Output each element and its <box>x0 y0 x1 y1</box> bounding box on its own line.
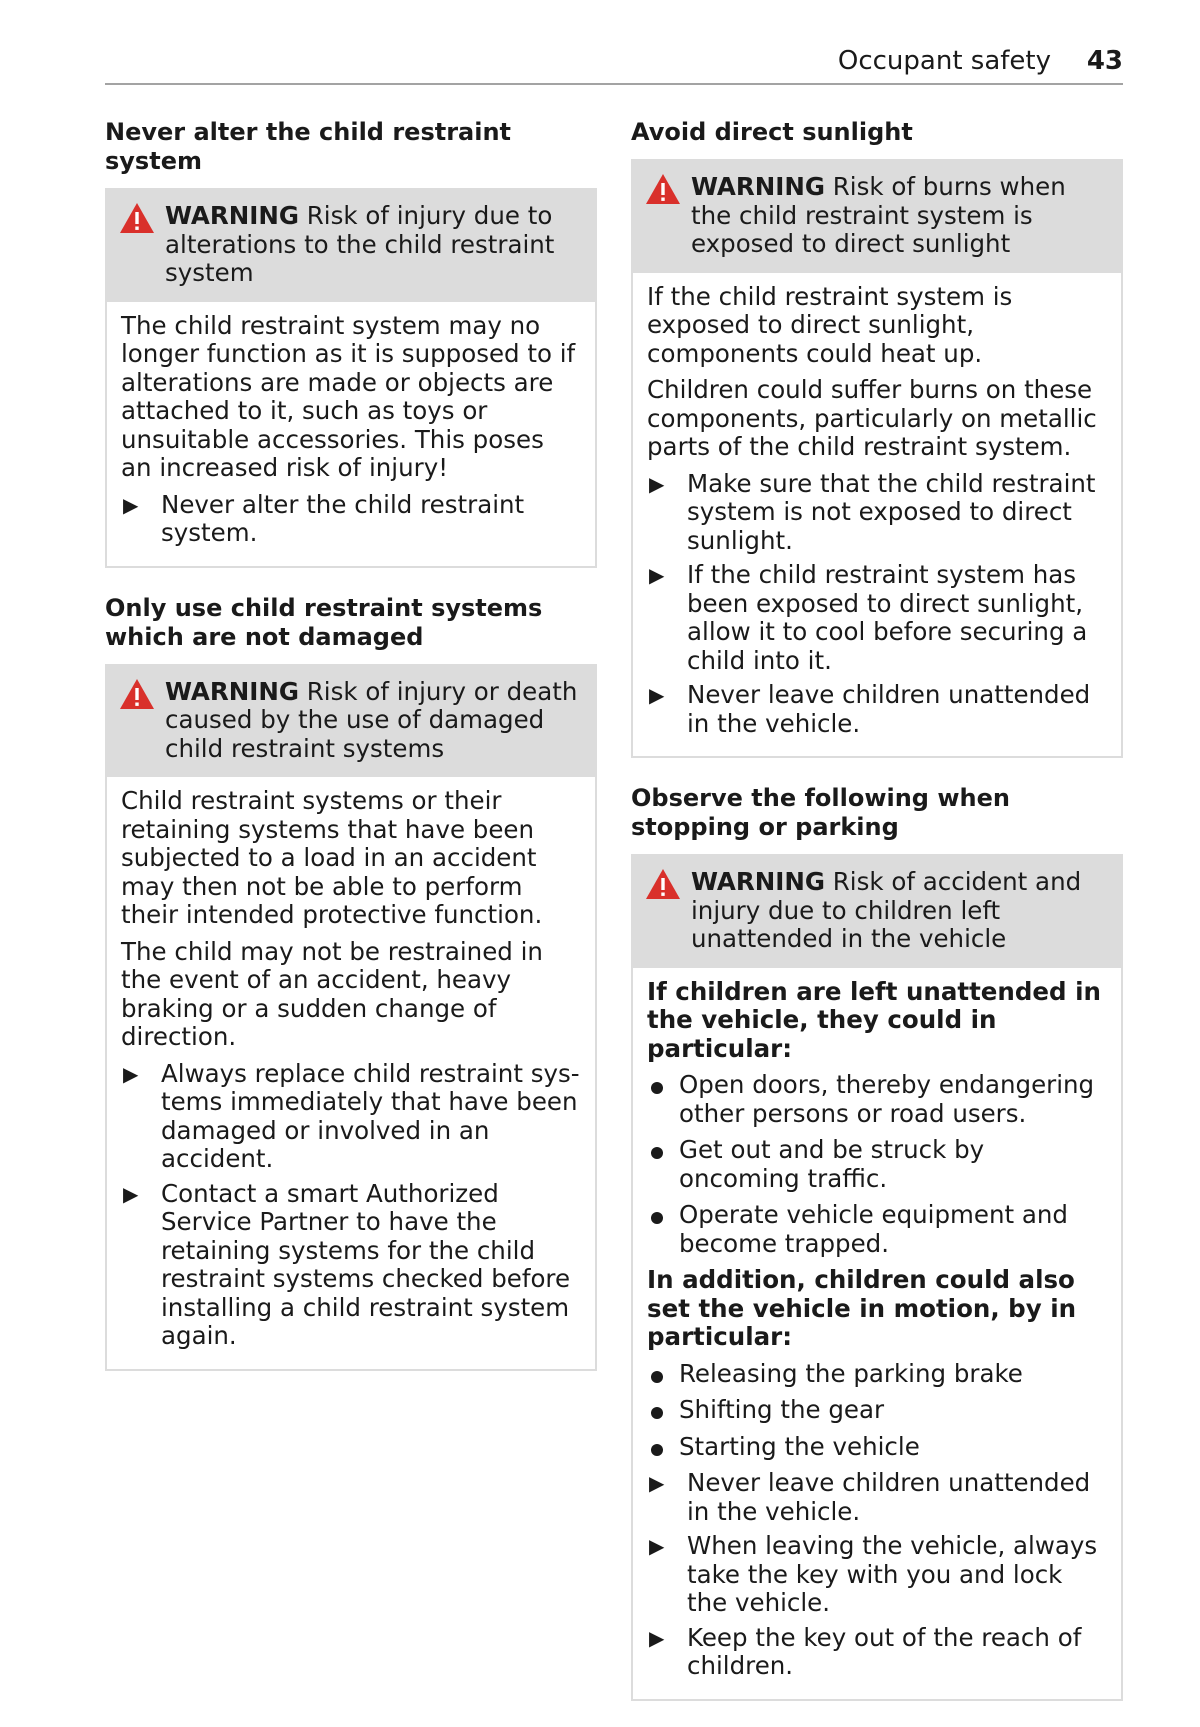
action-text: Always replace child restraint systems immediately that have been damaged or involved in an accident. <box>161 1058 580 1173</box>
bullet-dot-icon <box>651 1147 663 1159</box>
warning-triangle-icon <box>645 173 681 205</box>
warning-text: Risk of injury due to alterations to the child restraint system <box>165 201 555 287</box>
warning-body <box>633 273 1121 757</box>
paragraph: The child may not be restrained in the event of an accident, heavy braking or a sudden change of direction. <box>121 936 543 1051</box>
warning-label: WARNING <box>165 676 299 706</box>
section-heading: Observe the following when stopping or parking <box>631 784 1010 841</box>
warning-body <box>107 777 595 1369</box>
left-column <box>105 118 597 1397</box>
bullet-text: Open doors, thereby endangering other persons or road users. <box>679 1070 1095 1128</box>
action-arrow-icon: ▶ <box>649 563 665 587</box>
warning-triangle-icon <box>119 678 155 710</box>
bullet-text: Starting the vehicle <box>679 1431 920 1461</box>
action-arrow-icon: ▶ <box>123 492 139 517</box>
warning-box <box>105 188 597 568</box>
section-heading: Only use child restraint systems which are not damaged <box>105 593 543 651</box>
bullet-dot-icon <box>651 1082 663 1094</box>
bullet-text: Releasing the parking brake <box>679 1358 1023 1388</box>
bullet-item <box>647 1201 1107 1258</box>
paragraph: Child restraint systems or their retaining systems that have been subjected to a load in an accident may then not be able to perform their intended protective function. <box>121 786 543 929</box>
section-heading: Avoid direct sunlight <box>631 118 913 146</box>
page-header <box>105 40 1123 85</box>
action-arrow-icon: ▶ <box>649 471 665 496</box>
warning-label: WARNING <box>691 172 825 201</box>
action-text: Never alter the child restraint system. <box>161 489 525 547</box>
action-item <box>121 1180 581 1351</box>
section-heading: Never alter the child restraint system <box>105 118 512 175</box>
paragraph: Children could suffer burns on these components, particularly on metallic parts of the child restraint system. <box>647 375 1097 461</box>
action-arrow-icon: ▶ <box>649 683 665 707</box>
right-column <box>631 118 1123 1727</box>
action-item <box>647 1624 1107 1681</box>
action-item <box>647 561 1107 675</box>
warning-header <box>107 666 595 778</box>
action-text: Keep the key out of the reach of children. <box>687 1622 1082 1680</box>
warning-text: Risk of injury or death caused by the use of damaged child restraint systems <box>165 676 578 763</box>
action-item <box>121 491 581 548</box>
action-text: When leaving the vehicle, always take the key with you and lock the vehicle. <box>687 1531 1098 1617</box>
warning-header <box>633 856 1121 968</box>
warning-triangle-icon <box>645 868 681 900</box>
bullet-dot-icon <box>651 1407 663 1419</box>
action-text: Contact a smart Authorized Service Partner to have the retaining systems for the child restraint systems checked before installing a child restraint system again. <box>161 1178 571 1350</box>
warning-header <box>107 190 595 302</box>
warning-label: WARNING <box>165 201 299 230</box>
action-item <box>121 1060 581 1174</box>
warning-triangle-icon <box>119 202 155 234</box>
warning-header <box>633 161 1121 273</box>
bullet-item <box>647 1433 1107 1462</box>
bullet-text: Get out and be struck by oncoming traffic. <box>679 1135 985 1193</box>
action-text: Never leave children unattended in the vehicle. <box>687 1468 1091 1526</box>
bullet-item <box>647 1396 1107 1425</box>
warning-label: WARNING <box>691 867 825 896</box>
action-arrow-icon: ▶ <box>649 1534 665 1558</box>
warning-text: Risk of accident and injury due to children left unattended in the vehicle <box>691 867 1082 953</box>
bullet-text: Shifting the gear <box>679 1395 885 1424</box>
action-arrow-icon: ▶ <box>649 1471 665 1495</box>
action-text: Never leave children unattended in the vehicle. <box>687 680 1091 738</box>
bullet-dot-icon <box>651 1444 663 1456</box>
warning-box <box>631 854 1123 1701</box>
paragraph: If the child restraint system is exposed to direct sunlight, components could heat up. <box>647 281 1013 368</box>
action-text: If the child restraint system has been exposed to direct sunlight, allow it to cool before securing a child into it. <box>687 560 1088 675</box>
action-text: Make sure that the child restraint system is not exposed to direct sunlight. <box>687 468 1096 555</box>
warning-box <box>631 159 1123 758</box>
bullet-item <box>647 1136 1107 1193</box>
bullet-dot-icon <box>651 1212 663 1224</box>
lead-text: In addition, children could also set the vehicle in motion, by in particular: <box>647 1265 1077 1351</box>
warning-body <box>633 968 1121 1699</box>
bullet-text: Operate vehicle equipment and become trapped. <box>679 1200 1068 1258</box>
action-item <box>647 1532 1107 1618</box>
bullet-item <box>647 1360 1107 1389</box>
action-item <box>647 470 1107 556</box>
action-item <box>647 681 1107 738</box>
action-arrow-icon: ▶ <box>123 1181 139 1206</box>
bullet-item <box>647 1071 1107 1128</box>
warning-body <box>107 302 595 566</box>
warning-box <box>105 664 597 1371</box>
page-number: 43 <box>1086 46 1123 76</box>
lead-text: If children are left unattended in the vehicle, they could in particular: <box>647 976 1101 1063</box>
action-item <box>647 1469 1107 1526</box>
action-arrow-icon: ▶ <box>649 1625 665 1650</box>
warning-text: Risk of burns when the child restraint system is exposed to direct sunlight <box>691 172 1066 258</box>
bullet-dot-icon <box>651 1371 663 1383</box>
action-arrow-icon: ▶ <box>123 1061 139 1086</box>
section-title: Occupant safety <box>837 46 1051 76</box>
paragraph: The child restraint system may no longer function as it is supposed to if alterations are made or objects are attached to it, such as toys or unsuitable accessories. This poses an increased risk of injury! <box>121 310 576 482</box>
